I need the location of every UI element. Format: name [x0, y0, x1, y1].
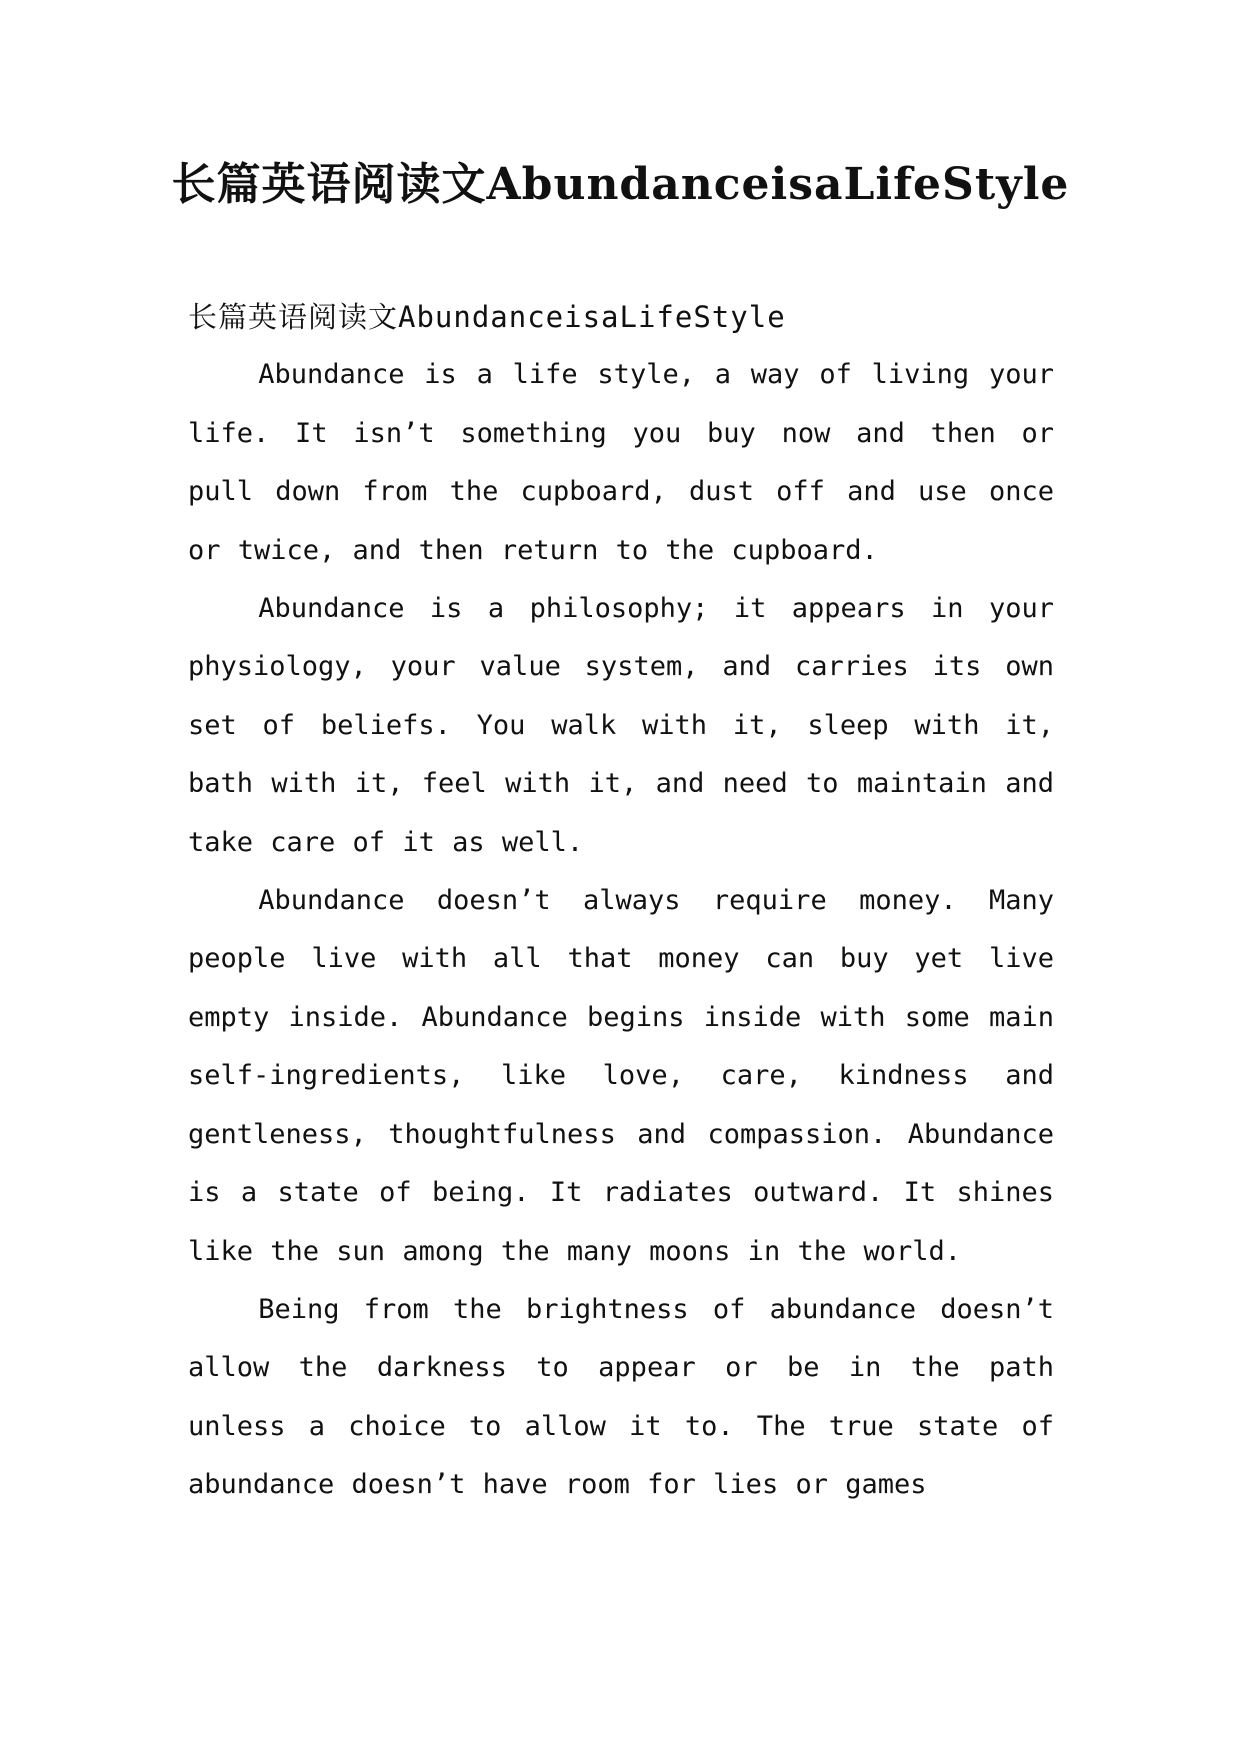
document-body — [188, 288, 1054, 1515]
paragraph-3: Abundance doesn’t always require money. Many people live with all that money can buy yet live empty inside. Abundance begins inside with some main self-ingredients, like love, care, kindness and gentleness, thoughtfulness and compassion. Abundance is a state of being. It radiates outward. It shines like the sun among the many moons in the world. — [188, 885, 1054, 1267]
document-title: 长篇英语阅读文AbundanceisaLifeStyle — [171, 159, 1070, 210]
paragraph-2: Abundance is a philosophy; it appears in your physiology, your value system, and carries its own set of beliefs. You walk with it, sleep with it, bath with it, feel with it, and need to maintain and take care of it as well. — [188, 593, 1054, 858]
document-subtitle: 长篇英语阅读文AbundanceisaLifeStyle — [188, 300, 786, 334]
paragraph-1: Abundance is a life style, a way of living your life. It isn’t something you buy now and then or pull down from the cupboard, dust off and use once or twice, and then return to the cupboard. — [188, 359, 1054, 566]
paragraph-4: Being from the brightness of abundance doesn’t allow the darkness to appear or be in the path unless a choice to allow it to. The true state of abundance doesn’t have room for lies or games — [188, 1293, 1054, 1501]
